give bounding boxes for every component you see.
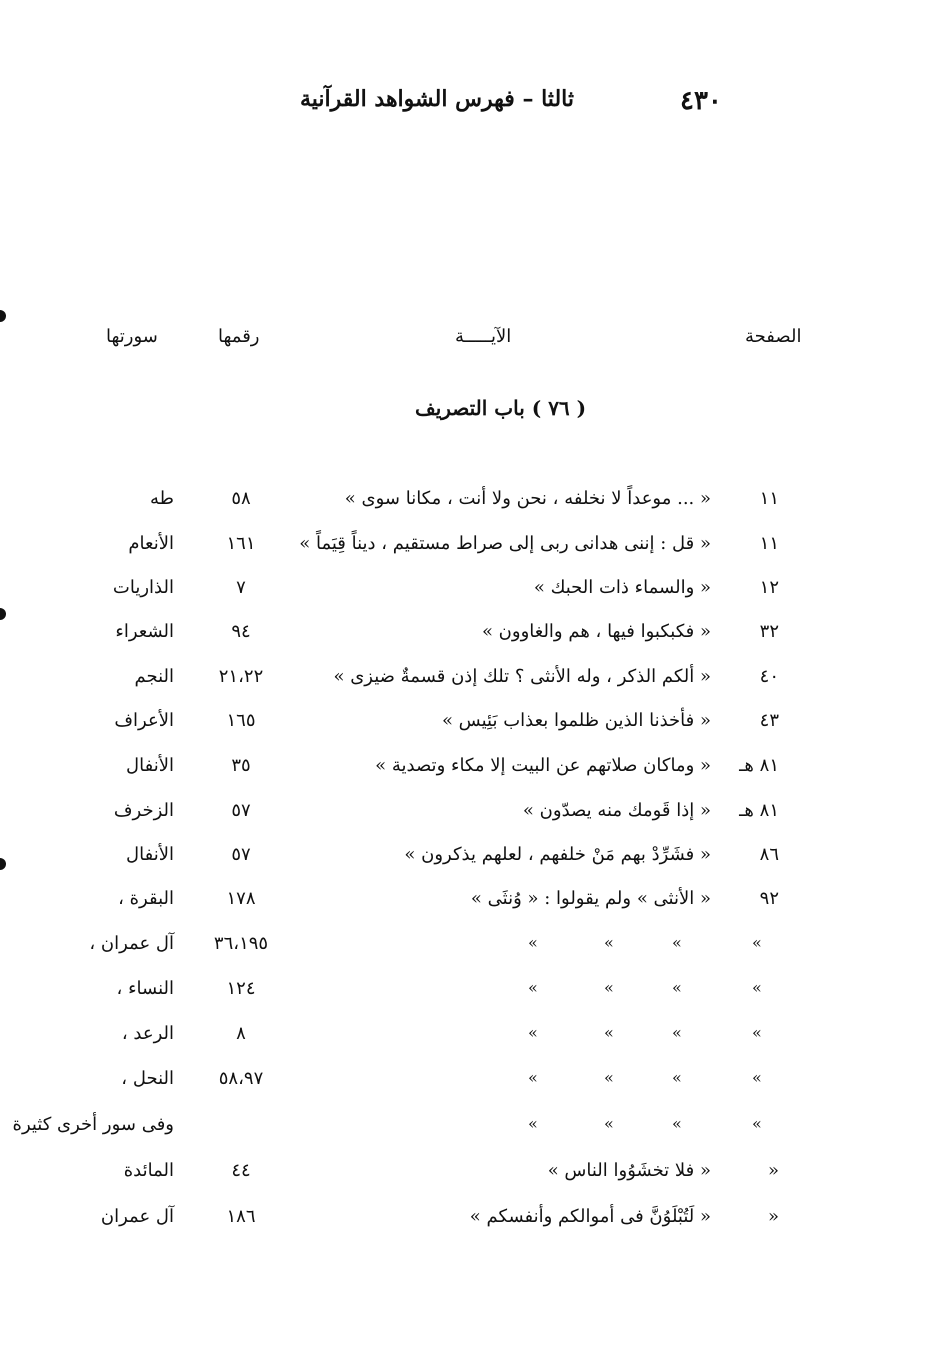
ditto-row [0, 1023, 947, 1063]
entry-number: ٥٨ [231, 488, 251, 509]
column-header-surah: سورتها [106, 326, 158, 347]
ditto-mark: » [528, 1068, 538, 1087]
ditto-row [0, 978, 947, 1018]
ditto-mark: » [604, 1068, 614, 1087]
entry-number: ٣٥ [231, 755, 251, 776]
ditto-mark: » [752, 933, 762, 952]
entry-page: « [767, 1160, 779, 1181]
index-row [0, 710, 947, 750]
index-row [0, 666, 947, 706]
entry-verse: « الأنثى » ولم يقولوا : « وُنثَى » [470, 888, 711, 909]
entry-surah: المائدة [123, 1160, 174, 1181]
index-row [0, 1160, 947, 1200]
ditto-mark: » [604, 933, 614, 952]
ditto-mark: » [528, 933, 538, 952]
entry-page: « [767, 1206, 779, 1227]
entry-number: ١٢٤ [226, 978, 256, 999]
index-row [0, 533, 947, 573]
entry-number: ٩٤ [231, 621, 251, 642]
entry-number: ١٧٨ [226, 888, 256, 909]
index-row [0, 888, 947, 928]
entry-verse: « وماكان صلاتهم عن البيت إلا مكاء وتصدية » [375, 755, 711, 776]
entry-number: ٤٤ [231, 1160, 251, 1181]
column-header-page: الصفحة [745, 326, 802, 347]
entry-number: ١٦١ [226, 533, 256, 554]
entry-verse: « فلا تخشَوُوا الناس » [547, 1160, 711, 1181]
entry-surah: آل عمران [100, 1206, 174, 1227]
entry-number: ٥٨،٩٧ [218, 1068, 264, 1089]
index-row [0, 1206, 947, 1246]
entry-number: ٢١،٢٢ [218, 666, 264, 687]
entry-surah: وفى سور أخرى كثيرة [12, 1114, 174, 1135]
entry-surah: طه [150, 488, 174, 509]
entry-surah: آل عمران ، [89, 933, 174, 954]
entry-verse: « لَتُبْلَوُنَّ فى أموالكم وأنفسكم » [469, 1206, 711, 1227]
entry-surah: الشعراء [115, 621, 174, 642]
entry-verse: « فشَرِّدْ بهم مَنْ خلفهم ، لعلهم يذكرون » [404, 844, 711, 865]
index-row [0, 577, 947, 617]
entry-verse: « فكبكبوا فيها ، هم والغاوون » [481, 621, 711, 642]
entry-surah: الزخرف [113, 800, 174, 821]
ditto-row [0, 1068, 947, 1108]
entry-number: ٣٦،١٩٥ [213, 933, 269, 954]
entry-page: ٤٠ [759, 666, 779, 687]
ditto-mark: » [672, 1114, 682, 1133]
ditto-mark: » [672, 978, 682, 997]
entry-number: ٧ [236, 577, 246, 598]
ditto-mark: » [752, 1068, 762, 1087]
running-title: ثالثا – فهرس الشواهد القرآنية [300, 86, 574, 112]
entry-page: ١٢ [759, 577, 779, 598]
column-header-number: رقمها [218, 326, 260, 347]
entry-page: ١١ [759, 488, 779, 509]
entry-page: ٨٦ [759, 844, 779, 865]
entry-surah: النساء ، [116, 978, 174, 999]
ditto-mark: » [604, 978, 614, 997]
entry-number: ١٦٥ [226, 710, 256, 731]
ditto-mark: » [528, 1023, 538, 1042]
entry-page: ١١ [759, 533, 779, 554]
entry-verse: « فأخذنا الذين ظلموا بعذاب بَئِيس » [441, 710, 711, 731]
entry-number: ٥٧ [231, 844, 251, 865]
ditto-mark: » [604, 1114, 614, 1133]
index-row [0, 800, 947, 840]
entry-number: ٨ [236, 1023, 246, 1044]
ditto-row [0, 933, 947, 973]
entry-page: ٨١ هـ [739, 755, 779, 776]
entry-surah: الأنفال [126, 755, 174, 776]
entry-surah: الرعد ، [121, 1023, 174, 1044]
ditto-mark: » [672, 1068, 682, 1087]
ditto-mark: » [672, 933, 682, 952]
ditto-mark: » [528, 1114, 538, 1133]
entry-surah: الأعراف [114, 710, 174, 731]
entry-verse: « إذا قَومك منه يصدّون » [522, 800, 711, 821]
entry-surah: الأنفال [126, 844, 174, 865]
ditto-mark: » [752, 1023, 762, 1042]
entry-number: ٥٧ [231, 800, 251, 821]
entry-verse: « والسماء ذات الحبك » [533, 577, 711, 598]
edge-mark [0, 310, 6, 322]
entry-verse: « ... موعداً لا نخلفه ، نحن ولا أنت ، مكانا سوى » [344, 488, 711, 509]
entry-page: ٤٣ [759, 710, 779, 731]
entry-surah: النجم [134, 666, 174, 687]
entry-verse: « قل : إننى هدانى ربى إلى صراط مستقيم ، ديناً قِيَماً » [299, 533, 711, 554]
entry-surah: البقرة ، [118, 888, 174, 909]
ditto-mark: » [604, 1023, 614, 1042]
ditto-mark: » [752, 978, 762, 997]
entry-surah: الذاريات [112, 577, 174, 598]
section-title: ( ٧٦ ) باب التصريف [415, 396, 587, 420]
page-number: ٤٣٠ [680, 86, 722, 116]
entry-verse: « ألكم الذكر ، وله الأنثى ؟ تلك إذن قسمةٌ ضيزى » [333, 666, 711, 687]
entry-page: ٨١ هـ [739, 800, 779, 821]
ditto-row [0, 1114, 947, 1154]
index-row [0, 755, 947, 795]
entry-surah: النحل ، [121, 1068, 174, 1089]
index-row [0, 488, 947, 528]
index-row [0, 621, 947, 661]
index-row [0, 844, 947, 884]
entry-page: ٣٢ [759, 621, 779, 642]
ditto-mark: » [528, 978, 538, 997]
column-header-verse: الآيـــــة [455, 326, 512, 347]
entry-page: ٩٢ [759, 888, 779, 909]
entry-number: ١٨٦ [226, 1206, 256, 1227]
ditto-mark: » [672, 1023, 682, 1042]
entry-surah: الأنعام [128, 533, 174, 554]
ditto-mark: » [752, 1114, 762, 1133]
